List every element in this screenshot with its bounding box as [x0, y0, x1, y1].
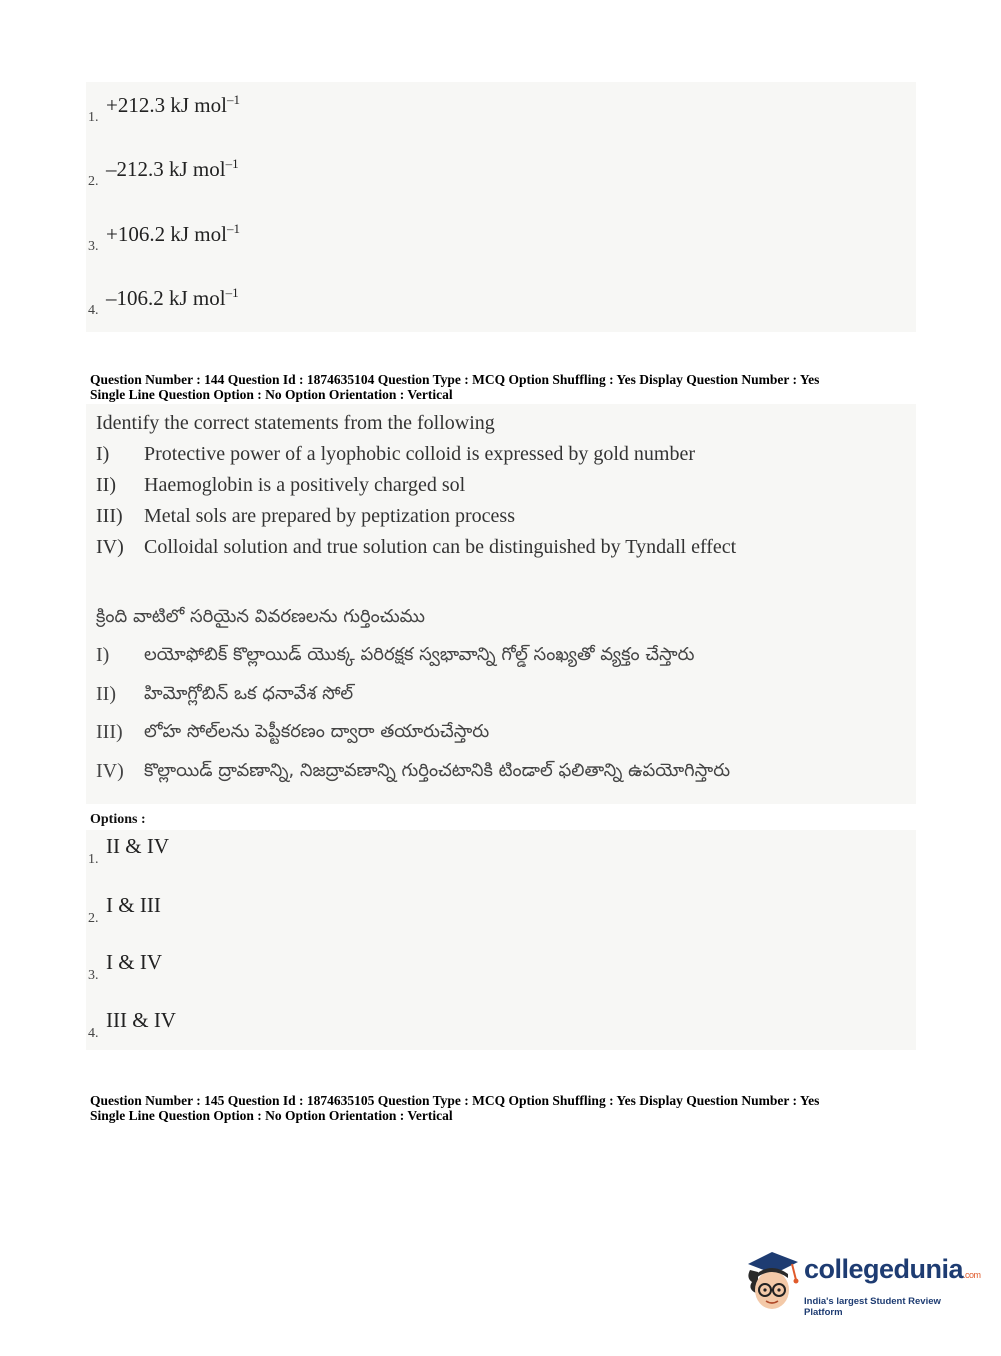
statement-text: Colloidal solution and true solution can be distinguished by Tyndall effect [144, 536, 737, 558]
option-value: +106.2 kJ mol [106, 222, 227, 246]
logo-tagline: India's largest Student Review Platform [804, 1296, 941, 1318]
option-value: II & IV [106, 834, 169, 858]
statement-roman: IV) [96, 536, 124, 558]
collegedunia-logo[interactable] [742, 1248, 981, 1318]
question-text-te [96, 606, 425, 631]
statement-te-2 [96, 683, 353, 708]
statement-4 [96, 536, 736, 559]
mascot-icon [742, 1248, 802, 1314]
option-exponent: –1 [226, 221, 240, 236]
logo-suffix: .com [963, 1270, 981, 1280]
prev-option-1[interactable] [88, 92, 240, 126]
prev-option-4[interactable] [88, 285, 239, 319]
option-number: 4. [88, 303, 99, 318]
options-block [86, 830, 916, 1050]
statement-text: Haemoglobin is a positively charged sol [144, 474, 466, 496]
statement-roman: I) [96, 443, 110, 465]
statement-roman: I) [96, 644, 110, 666]
statement-roman: II) [96, 683, 116, 705]
meta-line-1: Question Number : 145 Question Id : 1874635105 Question Type : MCQ Option Shuffling : Yes Display Question Number : Yes [90, 1093, 820, 1108]
logo-name: collegedunia [804, 1254, 964, 1284]
option-1[interactable] [88, 834, 169, 868]
statement-text: కొల్లాయిడ్ ద్రావణాన్ని, నిజద్రావణాన్ని గుర్తించటానికి టిండాల్ ఫలితాన్ని ఉపయోగిస్తారు [144, 760, 731, 781]
prev-option-3[interactable] [88, 221, 240, 255]
option-value: I & IV [106, 950, 162, 974]
option-number: 3. [88, 968, 99, 983]
option-exponent: –1 [225, 156, 239, 171]
statement-te-1 [96, 644, 694, 669]
option-4[interactable] [88, 1008, 176, 1042]
meta-line-1: Question Number : 144 Question Id : 1874635104 Question Type : MCQ Option Shuffling : Yes Display Question Number : Yes [90, 372, 820, 387]
option-number: 4. [88, 1026, 99, 1041]
question-144-meta [90, 372, 920, 402]
prev-option-2[interactable] [88, 156, 239, 190]
option-number: 1. [88, 852, 99, 867]
options-label: Options : [90, 812, 146, 827]
option-3[interactable] [88, 950, 162, 984]
statement-text: Protective power of a lyophobic colloid is expressed by gold number [144, 443, 695, 465]
option-exponent: –1 [225, 285, 239, 300]
question-145-meta [90, 1093, 920, 1123]
meta-line-2: Single Line Question Option : No Option Orientation : Vertical [90, 387, 453, 402]
option-value: III & IV [106, 1008, 176, 1032]
option-value: –106.2 kJ mol [106, 286, 226, 310]
statement-3 [96, 505, 515, 528]
option-value: –212.3 kJ mol [106, 157, 226, 181]
question-te-text: క్రింది వాటిలో సరియైన వివరణలను గుర్తించుము [96, 606, 425, 627]
question-text-en: Identify the correct statements from the following [96, 412, 495, 434]
statement-te-3 [96, 721, 489, 746]
statement-text: లయోఫోబిక్ కొల్లాయిడ్ యొక్క పరిరక్షక స్వభావాన్ని గోల్డ్ సంఖ్యతో వ్యక్తం చేస్తారు [144, 644, 695, 665]
option-value: +212.3 kJ mol [106, 93, 227, 117]
statement-roman: III) [96, 505, 123, 527]
statement-2 [96, 474, 465, 497]
statement-text: Metal sols are prepared by peptization process [144, 505, 515, 527]
meta-line-2: Single Line Question Option : No Option Orientation : Vertical [90, 1108, 453, 1123]
statement-roman: IV) [96, 760, 124, 782]
option-2[interactable] [88, 893, 161, 927]
statement-roman: II) [96, 474, 116, 496]
statement-text: లోహ సోల్‌లను పెప్టీకరణం ద్వారా తయారుచేస్తారు [144, 721, 490, 742]
option-exponent: –1 [226, 92, 240, 107]
statement-te-4 [96, 760, 730, 785]
option-number: 3. [88, 239, 99, 254]
option-number: 2. [88, 911, 99, 926]
statement-text: హిమోగ్లోబిన్ ఒక ధనావేశ సోల్ [144, 683, 354, 704]
option-value: I & III [106, 893, 161, 917]
statement-1 [96, 443, 695, 466]
option-number: 1. [88, 110, 99, 125]
statement-roman: III) [96, 721, 123, 743]
option-number: 2. [88, 174, 99, 189]
